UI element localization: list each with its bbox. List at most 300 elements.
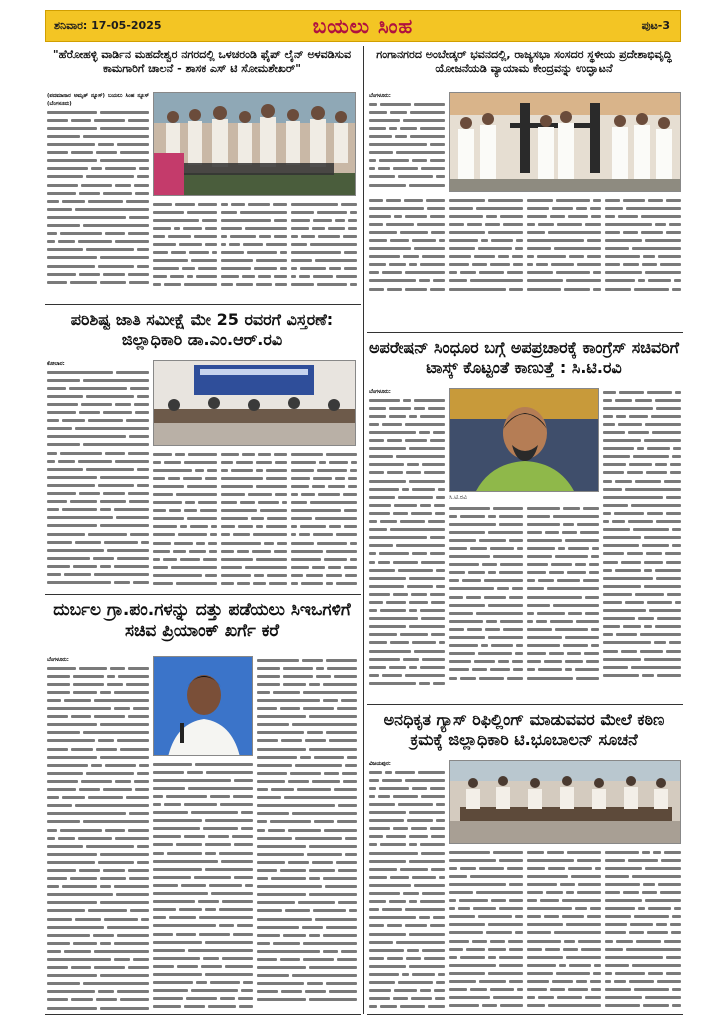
text-line [603, 598, 681, 606]
text-word [107, 675, 115, 678]
text-line [291, 273, 357, 281]
text-word [405, 908, 445, 911]
text-word [593, 972, 602, 975]
text-word [47, 435, 126, 438]
text-word [648, 972, 663, 975]
text-word [527, 515, 550, 518]
text-word [153, 235, 165, 238]
text-line [47, 392, 149, 400]
text-word [605, 907, 635, 910]
text-line [605, 945, 681, 953]
text-word [625, 601, 644, 604]
text-word [133, 707, 149, 710]
text-line [153, 962, 253, 970]
text-word [627, 552, 643, 555]
text-word [208, 542, 217, 545]
text-word [248, 203, 269, 206]
text-word [409, 843, 417, 846]
text-word [258, 275, 271, 278]
text-word [153, 485, 184, 488]
text-word [527, 948, 542, 951]
text-line [47, 570, 149, 578]
text-word [603, 625, 620, 628]
text-line [291, 499, 357, 507]
text-lines [449, 196, 523, 293]
text-word [280, 707, 300, 710]
text-word [421, 617, 445, 620]
text-word [369, 876, 387, 879]
text-word [47, 371, 113, 374]
text-line [47, 481, 149, 489]
text-word [390, 528, 445, 531]
text-line [527, 674, 599, 682]
text-line [605, 277, 681, 285]
text-line [369, 898, 445, 906]
text-word [478, 247, 512, 250]
text-line [221, 273, 287, 281]
text-line [257, 664, 357, 672]
text-word [517, 547, 523, 550]
text-word [47, 159, 97, 162]
text-word [253, 582, 266, 585]
text-line [153, 531, 217, 539]
text-word [550, 620, 573, 623]
text-word [79, 411, 100, 414]
news-photo [153, 656, 253, 756]
text-line [153, 523, 217, 531]
text-word [257, 934, 280, 937]
text-word [309, 966, 358, 969]
text-word [603, 455, 630, 458]
text-line [257, 656, 357, 664]
text-word [283, 934, 306, 937]
text-line [369, 518, 445, 526]
text-word [672, 455, 681, 458]
text-line [257, 794, 357, 802]
text-word [114, 707, 130, 710]
text-word [527, 579, 535, 582]
text-word [176, 933, 196, 936]
text-word [291, 517, 312, 520]
text-word [221, 461, 233, 464]
text-word [400, 633, 428, 636]
text-word [201, 965, 222, 968]
text-word [603, 423, 615, 426]
text-word [291, 574, 303, 577]
text-word [280, 958, 300, 961]
text-word [71, 715, 92, 718]
text-word [309, 869, 335, 872]
text-word [646, 471, 667, 474]
text-line [369, 987, 445, 995]
text-line [605, 994, 681, 1002]
text-line [605, 937, 681, 945]
text-word [507, 271, 523, 274]
text-word [205, 227, 217, 230]
text-word [657, 980, 681, 983]
text-word [467, 223, 482, 226]
text-word [134, 780, 150, 783]
text-word [47, 885, 59, 888]
text-line [291, 458, 357, 466]
text-word [421, 852, 445, 855]
text-word [490, 988, 514, 991]
text-word [398, 569, 433, 572]
text-word [105, 232, 126, 235]
text-word [245, 884, 253, 887]
text-word [527, 652, 546, 655]
text-word [153, 453, 172, 456]
text-word [468, 571, 484, 574]
text-word [221, 203, 228, 206]
text-word [449, 612, 473, 615]
text-word [47, 500, 67, 503]
text-line [369, 1003, 445, 1011]
text-line [603, 509, 681, 517]
text-word [221, 566, 242, 569]
text-line [47, 761, 149, 769]
text-word [47, 419, 59, 422]
text-word [239, 1005, 253, 1008]
text-line [153, 482, 217, 490]
text-line [47, 490, 149, 498]
text-word [369, 528, 387, 531]
text-word [378, 795, 390, 798]
text-word [565, 539, 600, 542]
text-line [153, 914, 253, 922]
text-line [527, 245, 601, 253]
text-word [350, 211, 358, 214]
text-word [128, 273, 149, 276]
text-word [449, 263, 469, 266]
text-word [280, 267, 288, 270]
text-word [280, 869, 306, 872]
text-line [291, 249, 357, 257]
text-word [341, 203, 357, 206]
text-word [326, 659, 357, 662]
text-word [328, 566, 341, 569]
text-word [178, 533, 207, 536]
text-word [369, 819, 404, 822]
text-word [568, 215, 588, 218]
text-word [503, 628, 523, 631]
text-word [141, 918, 149, 921]
text-word [191, 989, 238, 992]
text-line [47, 132, 149, 140]
text-line [603, 582, 681, 590]
text-line [369, 141, 445, 149]
text-word [405, 423, 445, 426]
text-word [430, 827, 445, 830]
text-line [47, 205, 149, 213]
text-word [153, 924, 216, 927]
text-word [257, 909, 282, 912]
text-line [47, 579, 149, 587]
text-word [369, 263, 386, 266]
text-line [257, 891, 357, 899]
text-word [424, 471, 445, 474]
text-word [527, 507, 560, 510]
text-word [345, 853, 357, 856]
text-lines [47, 664, 149, 1012]
text-word [257, 667, 280, 670]
text-word [117, 990, 149, 993]
text-word [345, 764, 357, 767]
text-word [470, 988, 488, 991]
text-word [98, 484, 134, 487]
text-line [369, 132, 445, 140]
text-line [369, 671, 445, 679]
text-word [78, 837, 112, 840]
text-line [605, 880, 681, 888]
text-word [564, 288, 590, 291]
text-word [666, 496, 681, 499]
text-word [277, 542, 287, 545]
text-word [515, 652, 524, 655]
text-word [317, 542, 347, 545]
text-word [369, 641, 387, 644]
text-word [47, 460, 55, 463]
text-word [585, 996, 601, 999]
text-word [91, 764, 101, 767]
text-line [449, 261, 523, 269]
text-word [221, 860, 253, 863]
text-line [47, 522, 149, 530]
text-word [661, 859, 681, 862]
text-word [257, 788, 268, 791]
text-word [221, 275, 239, 278]
text-word [398, 496, 433, 499]
text-word [291, 558, 321, 561]
text-word [621, 650, 636, 653]
text-word [656, 407, 681, 410]
text-word [409, 965, 446, 968]
text-line [47, 376, 149, 384]
text-line [257, 858, 357, 866]
text-word [605, 223, 652, 226]
text-word [291, 469, 314, 472]
text-line [257, 769, 357, 777]
text-word [153, 501, 182, 504]
text-word [527, 644, 560, 647]
text-word [651, 415, 681, 418]
text-word [189, 550, 206, 553]
text-word [527, 587, 544, 590]
text-word [449, 571, 465, 574]
text-line [153, 563, 217, 571]
text-word [47, 812, 126, 815]
text-word [548, 867, 566, 870]
text-word [153, 787, 185, 790]
article-body [47, 656, 149, 1012]
text-line [291, 515, 357, 523]
text-word [412, 159, 427, 162]
text-word [527, 923, 563, 926]
text-word [550, 215, 565, 218]
article-body [527, 504, 599, 688]
text-word [100, 281, 127, 284]
text-word [449, 972, 485, 975]
text-line [257, 745, 357, 753]
text-word [47, 901, 97, 904]
text-word [615, 569, 641, 572]
text-word [291, 259, 312, 262]
text-word [449, 867, 457, 870]
text-line [257, 672, 357, 680]
text-word [449, 288, 506, 291]
text-line [369, 437, 445, 445]
text-line [605, 986, 681, 994]
text-line [47, 562, 149, 570]
text-word [100, 500, 127, 503]
text-word [488, 531, 524, 534]
text-word [605, 247, 629, 250]
text-word [203, 558, 217, 561]
text-word [621, 561, 641, 564]
text-word [64, 950, 91, 953]
text-word [644, 625, 653, 628]
text-word [591, 215, 601, 218]
text-word [603, 569, 612, 572]
text-line [449, 220, 523, 228]
text-line [603, 550, 681, 558]
text-word [307, 731, 323, 734]
text-word [378, 561, 390, 564]
text-line [257, 875, 357, 883]
text-word [428, 520, 445, 523]
text-line [153, 825, 253, 833]
article-body [369, 196, 445, 296]
text-word [47, 557, 90, 560]
text-word [174, 542, 192, 545]
text-word [310, 243, 357, 246]
text-word [567, 851, 601, 854]
text-word [47, 111, 97, 114]
text-word [412, 876, 436, 879]
text-word [527, 660, 541, 663]
text-line [369, 970, 445, 978]
text-word [205, 973, 254, 976]
text-word [422, 892, 445, 895]
text-word [553, 515, 599, 518]
text-word [406, 957, 421, 960]
text-line [47, 409, 149, 417]
text-word [638, 279, 645, 282]
text-word [196, 542, 205, 545]
text-word [417, 223, 445, 226]
text-word [114, 691, 149, 694]
text-word [405, 924, 427, 927]
article-lead: (ಪದಮಾನಾರ ಅಮೃತ್ ನ್ಯೂಸ್) ಬಯಲು ಸಿಂಹ ನ್ಯೂಸ್ (ಬೆಂಗಳೂರು) [47, 93, 149, 108]
text-word [605, 891, 620, 894]
text-word [419, 431, 431, 434]
text-line [449, 212, 523, 220]
text-word [221, 550, 234, 553]
text-word [257, 877, 268, 880]
text-word [114, 581, 130, 584]
text-word [257, 731, 304, 734]
text-word [153, 509, 166, 512]
text-word [436, 819, 445, 822]
text-word [466, 596, 480, 599]
text-word [73, 675, 104, 678]
text-word [291, 525, 297, 528]
text-word [187, 517, 218, 520]
text-word [47, 492, 76, 495]
text-word [449, 980, 476, 983]
text-line [369, 938, 445, 946]
text-word [220, 997, 235, 1000]
text-line [291, 563, 357, 571]
text-line [47, 810, 149, 818]
text-line [449, 969, 523, 977]
text-word [642, 851, 650, 854]
text-word [536, 620, 547, 623]
text-line [527, 905, 601, 913]
text-line [153, 216, 217, 224]
text-word [369, 609, 377, 612]
text-line [221, 490, 287, 498]
text-word [205, 819, 254, 822]
text-word [274, 275, 287, 278]
text-word [369, 843, 377, 846]
text-line [153, 768, 253, 776]
text-word [153, 211, 184, 214]
text-word [488, 636, 524, 639]
text-word [221, 477, 263, 480]
text-word [449, 579, 459, 582]
text-word [47, 248, 83, 251]
text-line [603, 534, 681, 542]
text-line [605, 913, 681, 921]
text-line [603, 639, 681, 647]
article-body [605, 196, 681, 296]
text-line [291, 531, 357, 539]
text-word [420, 263, 445, 266]
text-word [656, 520, 681, 523]
text-word [369, 184, 406, 187]
text-line [449, 617, 523, 625]
article-separator [367, 704, 683, 705]
text-line [47, 891, 149, 899]
text-word [654, 641, 666, 644]
text-word [490, 263, 510, 266]
text-word [512, 255, 523, 258]
text-line [449, 905, 523, 913]
text-word [141, 541, 149, 544]
text-word [305, 990, 326, 993]
text-word [642, 544, 669, 547]
text-word [603, 674, 639, 677]
text-word [433, 279, 445, 282]
text-line [605, 953, 681, 961]
text-line [449, 577, 523, 585]
article-body [605, 848, 681, 1012]
text-word [540, 899, 559, 902]
article-headline: ಅನಧಿಕೃತ ಗ್ಯಾಸ್ ರಿಫಿಲ್ಲಿಂಗ್ ಮಾಡುವವರ ಮೇಲೆ ಕಠಿಣ ಕ್ರಮಕ್ಕೆ ಜಿಲ್ಲಾಧಿಕಾರಿ ಟಿ.ಭೂಬಾಲನ್ ಸೂಚನೆ [383, 710, 665, 749]
text-word [47, 683, 70, 686]
text-line [47, 842, 149, 850]
text-line [605, 856, 681, 864]
text-word [603, 585, 641, 588]
text-word [369, 143, 427, 146]
text-word [508, 940, 523, 943]
text-word [653, 851, 661, 854]
text-word [282, 501, 287, 504]
text-word [269, 582, 287, 585]
text-word [603, 593, 632, 596]
text-word [527, 199, 553, 202]
